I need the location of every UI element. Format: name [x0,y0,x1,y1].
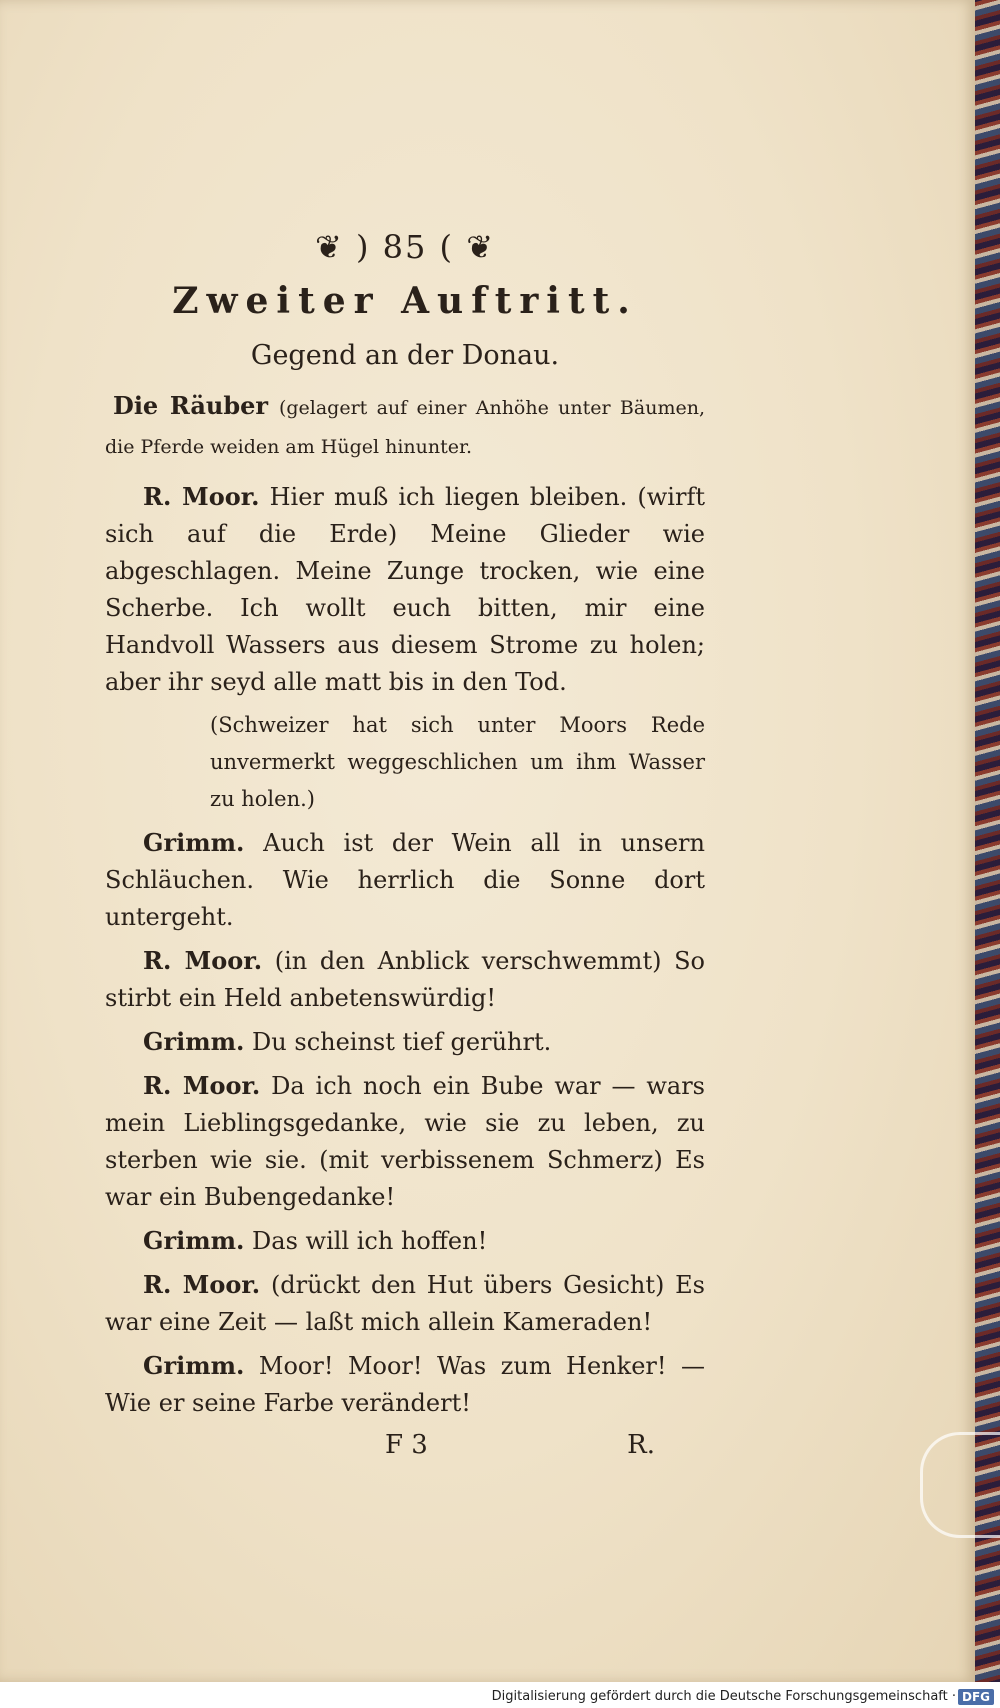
speaker-name: Grimm. [143,1027,245,1056]
attribution-text: Digitalisierung gefördert durch die Deutsche Forschungsgemeinschaft · [491,1689,956,1704]
speaker-name: R. Moor. [143,1071,261,1100]
dialogue-text: (drückt den Hut übers Gesicht) Es war eine Zeit — laßt mich allein Kameraden! [105,1271,705,1336]
attribution-bar [0,1682,1000,1708]
dfg-logo-icon: DFG [958,1689,994,1705]
dialogue-text: Du scheinst tief gerührt. [252,1028,552,1056]
speaker-name: R. Moor. [143,1270,261,1299]
speaker-name: Grimm. [143,1226,245,1255]
dialogue-line [105,1023,705,1061]
stage-direction [210,707,705,818]
speaker-name: Grimm. [143,1351,245,1380]
dialogue-text: Moor! Moor! Was zum Henker! — Wie er seine Farbe verändert! [105,1352,705,1417]
cast-line [105,387,705,466]
scene-location: Gegend an der Donau. [250,340,560,371]
page-header: ❦ ) 85 ( ❦ [315,228,495,266]
dialogue-line [105,824,705,936]
dialogue-line [105,1347,705,1422]
speaker-name: R. Moor. [143,946,263,975]
dialogue-line [105,478,705,701]
page-text [105,228,705,1460]
cast-direction: (gelagert auf einer Anhöhe unter Bäumen, die Pferde weiden am Hügel hinunter. [105,397,705,458]
cast-speaker: Die Räuber [113,391,269,420]
signature-mark: F 3 [385,1430,428,1460]
dialogue-line [105,1222,705,1260]
dialogue-text: (in den Anblick verschwemmt) So stirbt ein Held anbetenswürdig! [105,947,705,1012]
dialogue-line [105,1266,705,1341]
speaker-name: Grimm. [143,828,245,857]
stage-direction-text: (Schweizer hat sich unter Moors Rede unvermerkt weggeschlichen um ihm Wasser zu holen.) [210,713,705,811]
speaker-name: R. Moor. [143,482,260,511]
page-clip [920,1432,1000,1538]
dialogue-text: Auch ist der Wein all in unsern Schläuchen. Wie herrlich die Sonne dort untergeht. [105,829,705,931]
dialogue-line [105,1067,705,1216]
page-foot [105,1430,705,1460]
scene-title: Zweiter Auftritt. [172,280,638,322]
dialogue-text: Da ich noch ein Bube war — wars mein Lieblingsgedanke, wie sie zu leben, zu sterben wie sie. (mit verbissenem Schmerz) Es war ein Bubengedanke! [105,1072,705,1211]
dialogue-text: Das will ich hoffen! [252,1227,488,1255]
dialogue-line [105,942,705,1017]
dialogue-text: Hier muß ich liegen bleiben. (wirft sich auf die Erde) Meine Glieder wie abgeschlagen. Meine Zunge trocken, wie eine Scherbe. Ich wollt euch bitten, mir eine Handvoll Wassers aus diesem Strome zu holen; aber ihr seyd alle matt bis in den Tod. [105,483,705,696]
catchword: R. [627,1430,655,1460]
